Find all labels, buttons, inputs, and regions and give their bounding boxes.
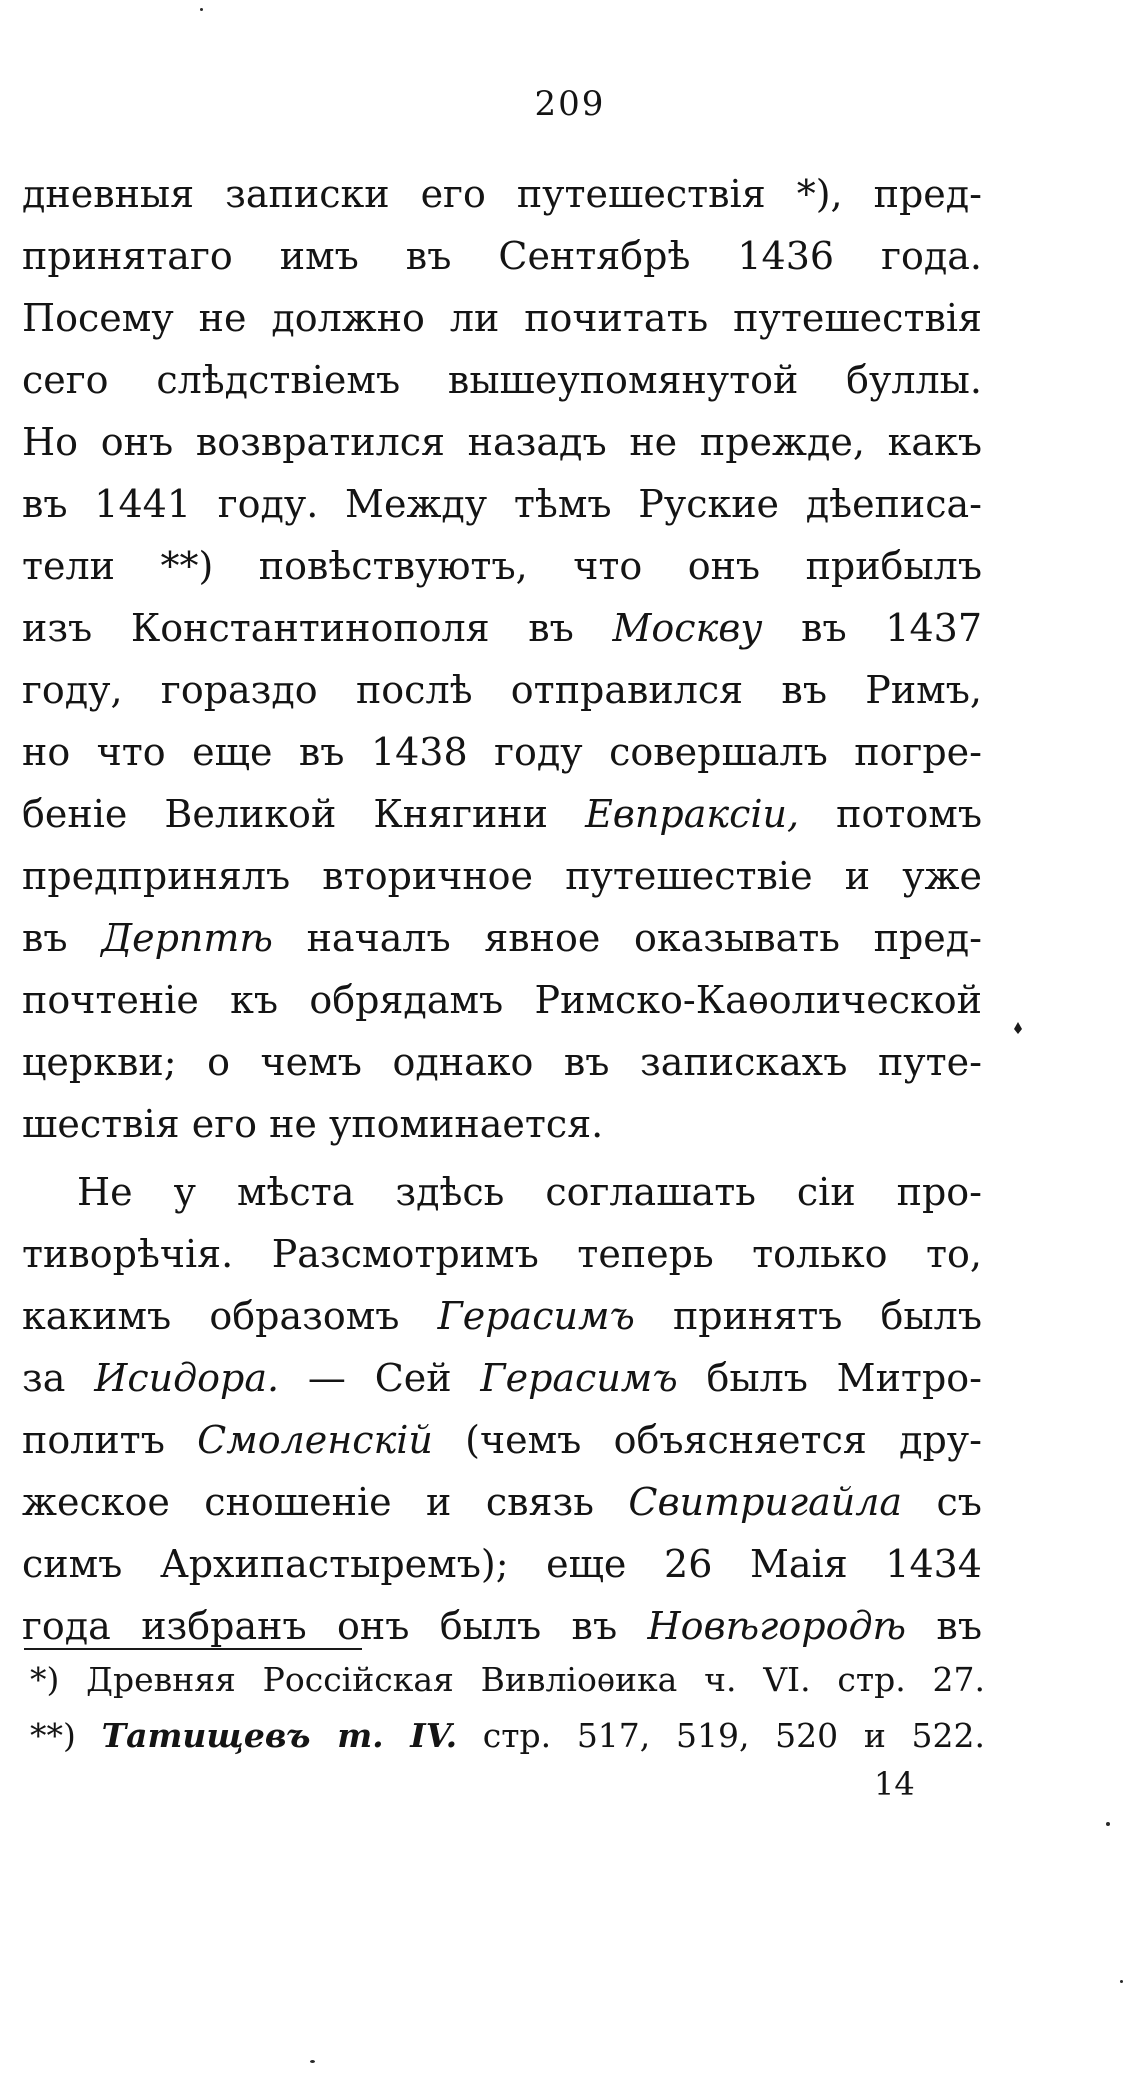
text-run: Посему не должно ли почитать путешествія xyxy=(22,296,982,340)
italic-name: Исидора. xyxy=(94,1356,280,1400)
text-run: изъ Константинополя въ xyxy=(22,606,613,650)
text-run: политъ xyxy=(22,1418,198,1462)
italic-name: Новѣгородѣ xyxy=(647,1604,907,1648)
text-run: почтеніе къ обрядамъ Римско-Каѳолической xyxy=(22,978,982,1022)
text-run: въ 1441 году. Между тѣмъ Руские дѣеписа- xyxy=(22,482,982,526)
citation-author: Татищевъ т. IV. xyxy=(101,1716,458,1755)
text-line xyxy=(22,1533,982,1595)
text-run: беніе Великой Княгини xyxy=(22,792,586,836)
text-run: потомъ xyxy=(799,792,982,836)
text-line xyxy=(22,535,982,597)
text-line xyxy=(22,783,982,845)
text-line xyxy=(22,659,982,721)
text-line xyxy=(22,907,982,969)
paper-speck xyxy=(200,8,203,11)
paper-speck xyxy=(1120,1980,1123,1983)
text-run: симъ Архипастыремъ); еще 26 Маія 1434 xyxy=(22,1542,982,1586)
text-line xyxy=(22,1161,982,1223)
italic-name: Смоленскій xyxy=(197,1418,433,1462)
text-line xyxy=(22,349,982,411)
text-run: сего слѣдствіемъ вышеупомянутой буллы. xyxy=(22,358,982,402)
text-line xyxy=(22,287,982,349)
text-line xyxy=(22,721,982,783)
text-line xyxy=(22,1223,982,1285)
text-line xyxy=(22,597,982,659)
footnote xyxy=(30,1652,985,1708)
text-line xyxy=(22,969,982,1031)
text-run: но что еще въ 1438 году совершалъ погре- xyxy=(22,730,982,774)
text-run: — Сей xyxy=(279,1356,481,1400)
text-run: жеское сношеніе и связь xyxy=(22,1480,629,1524)
italic-name: Москву xyxy=(612,606,763,650)
text-line xyxy=(22,473,982,535)
text-run: году, гораздо послѣ отправился въ Римъ, xyxy=(22,668,982,712)
text-line xyxy=(22,1031,982,1093)
text-line xyxy=(22,1285,982,1347)
text-run: предпринялъ вторичное путешествіе и уже xyxy=(22,854,982,898)
text-run: (чемъ объясняется дру- xyxy=(432,1418,982,1462)
text-run: Не у мѣста здѣсь соглашать сіи про- xyxy=(77,1170,982,1214)
text-run: *) Древняя Россійская Вивліоѳика ч. VI. стр. 27. xyxy=(30,1660,985,1699)
italic-name: Дерптѣ xyxy=(101,916,273,960)
paper-speck xyxy=(1106,1822,1110,1826)
text-run: тиворѣчія. Разсмотримъ теперь только то, xyxy=(22,1232,982,1276)
footnote-rule xyxy=(24,1648,362,1650)
text-run: Но онъ возвратился назадъ не прежде, какъ xyxy=(22,420,982,464)
italic-name: Евпраксіи, xyxy=(585,792,800,836)
footnotes xyxy=(30,1652,985,1764)
printer-signature-mark: 14 xyxy=(874,1765,915,1803)
text-line xyxy=(22,845,982,907)
footnote xyxy=(30,1708,985,1764)
text-line xyxy=(22,163,982,225)
text-run: стр. 517, 519, 520 и 522. xyxy=(457,1716,985,1755)
text-run: дневныя записки его путешествія *), пред- xyxy=(22,172,982,216)
text-run: въ xyxy=(906,1604,983,1648)
text-run: года избранъ онъ былъ въ xyxy=(22,1604,648,1648)
text-run: церкви; о чемъ однако въ запискахъ путе- xyxy=(22,1040,982,1084)
paper-speck xyxy=(310,2060,315,2063)
text-run: за xyxy=(22,1356,95,1400)
margin-ink-mark xyxy=(1010,1020,1026,1036)
text-run: началъ явное оказывать пред- xyxy=(272,916,982,960)
text-run: какимъ образомъ xyxy=(22,1294,438,1338)
text-run: принятаго имъ въ Сентябрѣ 1436 года. xyxy=(22,234,982,278)
text-line xyxy=(22,1347,982,1409)
page-number: 209 xyxy=(534,84,606,124)
text-run: **) xyxy=(30,1716,102,1755)
text-line xyxy=(22,225,982,287)
italic-name: Свитригайла xyxy=(628,1480,903,1524)
text-run: въ 1437 xyxy=(762,606,983,650)
text-run: былъ Митро- xyxy=(677,1356,982,1400)
text-run: тели **) повѣствуютъ, что онъ прибылъ xyxy=(22,544,982,588)
text-run: въ xyxy=(22,916,102,960)
text-line xyxy=(22,1409,982,1471)
text-line xyxy=(22,1093,982,1155)
text-run: шествія его не упоминается. xyxy=(22,1102,604,1146)
main-text xyxy=(22,163,982,1657)
text-run: принятъ былъ xyxy=(634,1294,982,1338)
italic-name: Герасимъ xyxy=(480,1356,678,1400)
text-line xyxy=(22,411,982,473)
italic-name: Герасимъ xyxy=(437,1294,635,1338)
text-run: съ xyxy=(902,1480,982,1524)
text-line xyxy=(22,1471,982,1533)
